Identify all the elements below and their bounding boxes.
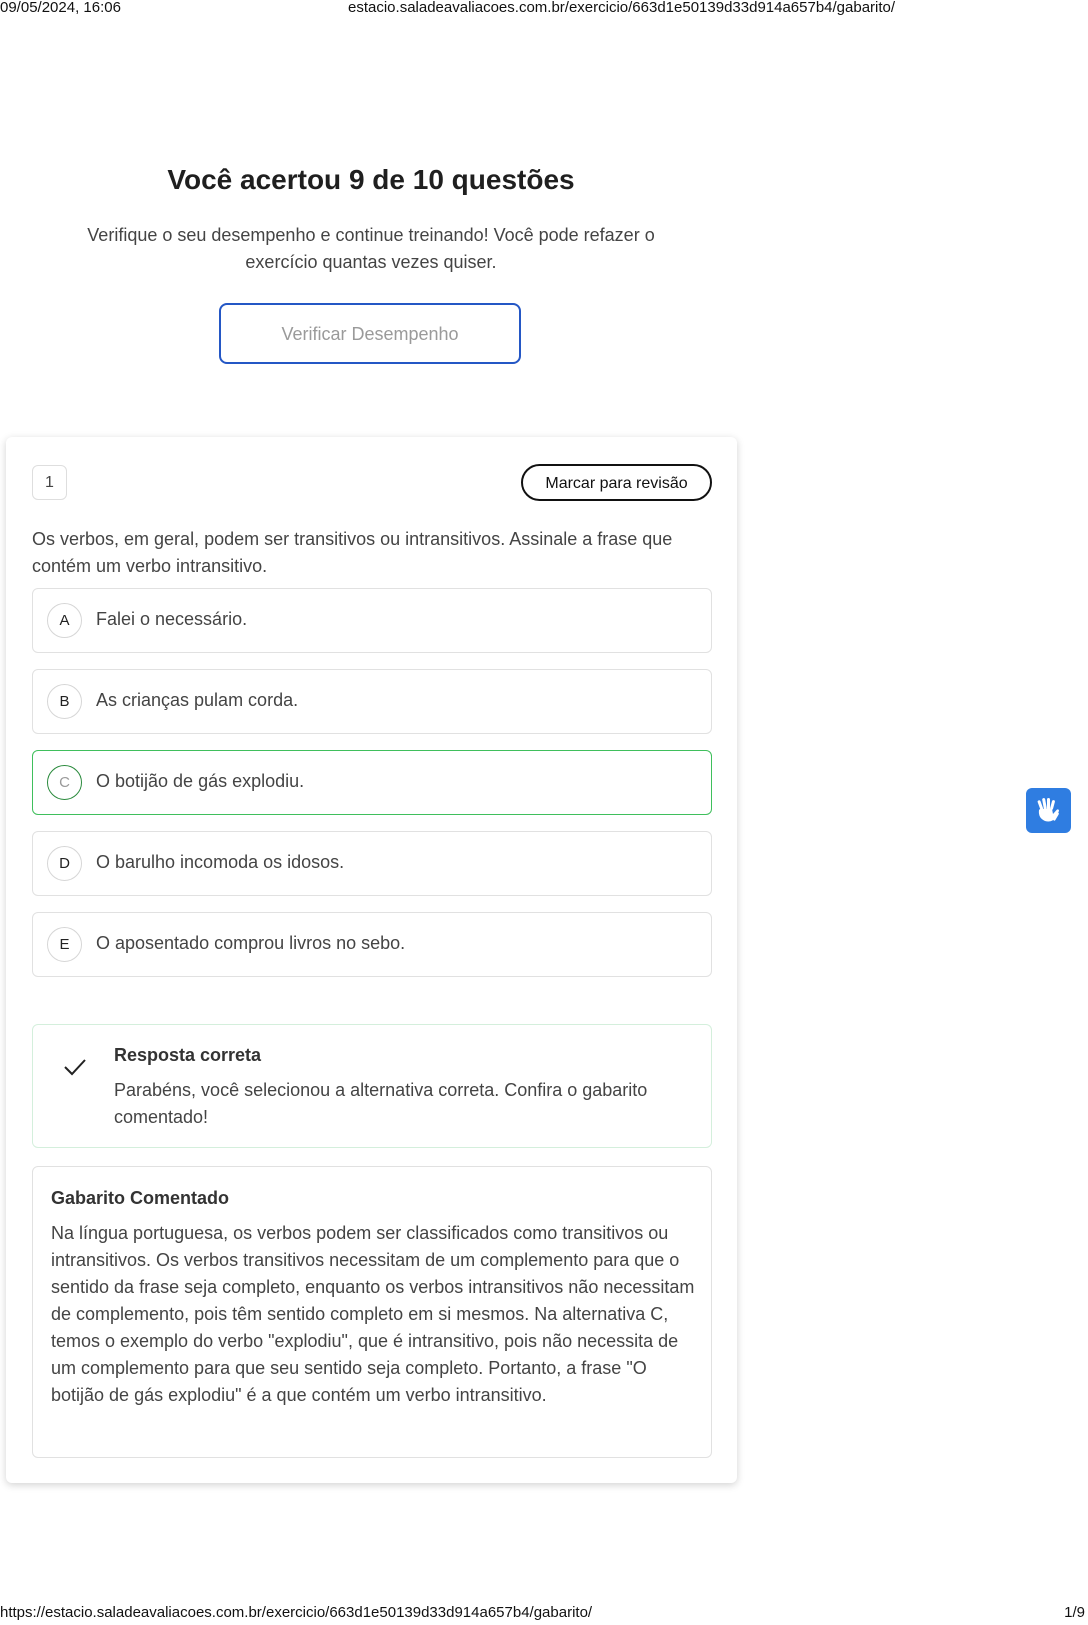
option-letter: B — [47, 684, 82, 719]
gabarito-box — [32, 1166, 712, 1458]
hands-sign-language-icon — [1032, 794, 1065, 827]
option-letter: A — [47, 603, 82, 638]
print-datetime: 09/05/2024, 16:06 — [0, 0, 121, 16]
gabarito-title: Gabarito Comentado — [51, 1188, 230, 1208]
print-footer — [0, 1604, 1088, 1622]
print-header — [0, 0, 1088, 18]
gabarito-body: Na língua portuguesa, os verbos podem ser classificados como transitivos ou intransitivos. Os verbos transitivos necessitam de um complemento para que o sentido da frase seja completo, enquanto os verbos intransitivos não necessitam de complemento, pois têm sentido completo em si mesmos. Na alternativa C, temos o exemplo do verbo "explodiu", que é intransitivo, pois não necessita de um complemento para que seu sentido seja completo. Portanto, a frase "O botijão de gás explodiu" é a que contém um verbo intransitivo. — [51, 1223, 695, 1405]
question-card — [6, 437, 737, 1483]
feedback-box — [32, 1024, 712, 1148]
option-c-selected-correct[interactable] — [32, 750, 712, 815]
option-a[interactable] — [32, 588, 712, 653]
mark-for-review-button[interactable]: Marcar para revisão — [521, 464, 712, 501]
footer-url: https://estacio.saladeavaliacoes.com.br/exercicio/663d1e50139d33d914a657b4/gabarito/ — [0, 1604, 593, 1621]
feedback-title: Resposta correta — [114, 1045, 262, 1065]
option-text: As crianças pulam corda. — [96, 690, 299, 710]
question-text: Os verbos, em geral, podem ser transitivos ou intransitivos. Assinale a frase que contém um verbo intransitivo. — [32, 529, 673, 576]
option-text: Falei o necessário. — [96, 609, 248, 629]
page-number: 1/9 — [1064, 1604, 1085, 1621]
option-b[interactable] — [32, 669, 712, 734]
accessibility-widget-button[interactable] — [1026, 788, 1071, 833]
option-text: O barulho incomoda os idosos. — [96, 852, 345, 872]
verify-performance-button[interactable]: Verificar Desempenho — [219, 303, 521, 364]
option-text: O aposentado comprou livros no sebo. — [96, 933, 406, 953]
result-subtitle: Verifique o seu desempenho e continue treinando! Você pode refazer o exercício quantas vezes quiser. — [87, 225, 655, 272]
feedback-body: Parabéns, você selecionou a alternativa correta. Confira o gabarito comentado! — [114, 1080, 648, 1127]
option-letter: D — [47, 846, 82, 881]
option-e[interactable] — [32, 912, 712, 977]
check-icon — [63, 1057, 87, 1077]
print-url: estacio.saladeavaliacoes.com.br/exercicio/663d1e50139d33d914a657b4/gabarito/ — [348, 0, 896, 16]
option-letter: E — [47, 927, 82, 962]
option-d[interactable] — [32, 831, 712, 896]
question-number: 1 — [32, 465, 67, 500]
option-letter: C — [47, 765, 82, 800]
result-title: Você acertou 9 de 10 questões — [167, 164, 575, 195]
option-text: O botijão de gás explodiu. — [96, 771, 305, 791]
